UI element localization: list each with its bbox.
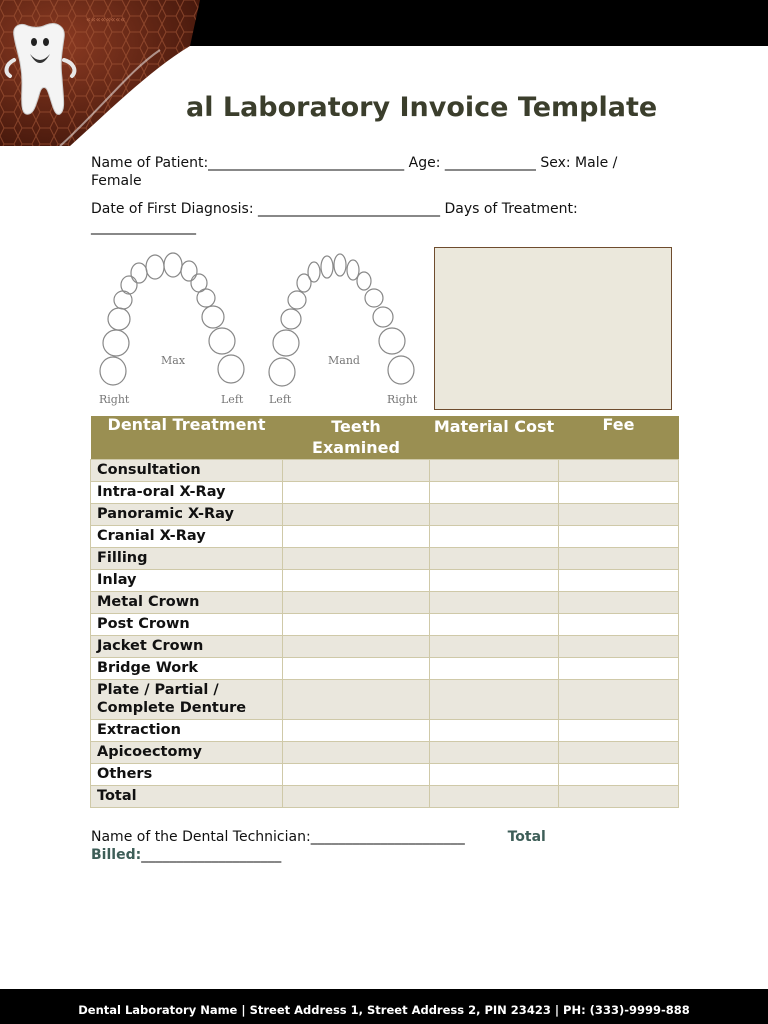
- table-row: [91, 741, 679, 763]
- treatment-name: Extraction: [91, 719, 283, 741]
- fee-cell[interactable]: [559, 569, 679, 591]
- teeth-cell[interactable]: [283, 547, 430, 569]
- fee-cell[interactable]: [559, 503, 679, 525]
- teeth-cell[interactable]: [283, 679, 430, 719]
- fee-cell[interactable]: [559, 591, 679, 613]
- fee-cell[interactable]: [559, 525, 679, 547]
- fee-cell[interactable]: [559, 635, 679, 657]
- material-cost-cell[interactable]: [430, 503, 559, 525]
- max-right-label: Right: [99, 393, 130, 406]
- treatment-name: Cranial X-Ray: [91, 525, 283, 547]
- fee-cell[interactable]: [559, 719, 679, 741]
- fee-cell[interactable]: [559, 763, 679, 785]
- technician-line: [91, 828, 651, 864]
- teeth-cell[interactable]: [283, 719, 430, 741]
- fee-cell[interactable]: [559, 613, 679, 635]
- material-cost-cell[interactable]: [430, 679, 559, 719]
- total-billed-field[interactable]: ____________________: [141, 847, 282, 863]
- treatment-table: [90, 416, 679, 808]
- treatment-name: Post Crown: [91, 613, 283, 635]
- col-header-teeth: Teeth Examined: [283, 416, 430, 459]
- treatment-name: Bridge Work: [91, 657, 283, 679]
- material-cost-cell[interactable]: [430, 785, 559, 807]
- material-cost-cell[interactable]: [430, 459, 559, 481]
- teeth-cell[interactable]: [283, 481, 430, 503]
- mand-right-label: Right: [387, 393, 418, 406]
- fee-cell[interactable]: [559, 481, 679, 503]
- max-left-label: Left: [221, 393, 244, 406]
- table-row: [91, 569, 679, 591]
- page-title: al Laboratory Invoice Template: [186, 92, 658, 123]
- table-row: [91, 763, 679, 785]
- table-row: [91, 613, 679, 635]
- table-row: [91, 679, 679, 719]
- treatment-name: Metal Crown: [91, 591, 283, 613]
- material-cost-cell[interactable]: [430, 635, 559, 657]
- teeth-cell[interactable]: [283, 785, 430, 807]
- treatment-name: Apicoectomy: [91, 741, 283, 763]
- teeth-cell[interactable]: [283, 591, 430, 613]
- table-row: [91, 459, 679, 481]
- days-field[interactable]: _______________: [91, 219, 196, 235]
- table-row: [91, 785, 679, 807]
- material-cost-cell[interactable]: [430, 719, 559, 741]
- treatment-name: Intra-oral X-Ray: [91, 481, 283, 503]
- col-header-material: Material Cost: [430, 416, 559, 459]
- fee-cell[interactable]: [559, 785, 679, 807]
- material-cost-cell[interactable]: [430, 569, 559, 591]
- max-label: Max: [161, 354, 186, 367]
- teeth-cell[interactable]: [283, 503, 430, 525]
- teeth-cell[interactable]: [283, 741, 430, 763]
- treatment-name: Total: [91, 785, 283, 807]
- patient-info-line: [91, 154, 671, 190]
- material-cost-cell[interactable]: [430, 763, 559, 785]
- fee-cell[interactable]: [559, 547, 679, 569]
- mand-label: Mand: [328, 354, 360, 367]
- technician-label: Name of the Dental Technician:: [91, 829, 311, 845]
- tooth-logo: [0, 0, 200, 146]
- patient-name-field[interactable]: ____________________________: [208, 155, 405, 171]
- table-row: [91, 547, 679, 569]
- treatment-name: Inlay: [91, 569, 283, 591]
- age-label: Age:: [408, 155, 441, 171]
- material-cost-cell[interactable]: [430, 525, 559, 547]
- material-cost-cell[interactable]: [430, 547, 559, 569]
- technician-field[interactable]: ______________________: [310, 829, 465, 845]
- dental-chart-image: [91, 245, 423, 410]
- days-label: Days of Treatment:: [444, 201, 578, 217]
- table-row: [91, 525, 679, 547]
- fee-cell[interactable]: [559, 741, 679, 763]
- material-cost-cell[interactable]: [430, 741, 559, 763]
- sex-label: Sex: Male / Female: [91, 155, 618, 189]
- photo-placeholder: [434, 247, 672, 410]
- patient-name-label: Name of Patient:: [91, 155, 209, 171]
- total-billed-label: Total Billed:: [91, 829, 546, 863]
- material-cost-cell[interactable]: [430, 613, 559, 635]
- treatment-name: Panoramic X-Ray: [91, 503, 283, 525]
- mand-left-label: Left: [269, 393, 292, 406]
- teeth-cell[interactable]: [283, 525, 430, 547]
- material-cost-cell[interactable]: [430, 657, 559, 679]
- col-header-fee: Fee: [559, 416, 679, 459]
- col-header-treatment: Dental Treatment: [91, 416, 283, 459]
- age-field[interactable]: _____________: [444, 155, 536, 171]
- material-cost-cell[interactable]: [430, 481, 559, 503]
- teeth-cell[interactable]: [283, 613, 430, 635]
- teeth-cell[interactable]: [283, 569, 430, 591]
- treatment-name: Jacket Crown: [91, 635, 283, 657]
- table-row: [91, 481, 679, 503]
- diagnosis-info-line: [91, 200, 671, 236]
- fee-cell[interactable]: [559, 679, 679, 719]
- footer-address: Dental Laboratory Name | Street Address 1, Street Address 2, PIN 23423 | PH: (333)-9999-888: [78, 1003, 690, 1017]
- table-row: [91, 503, 679, 525]
- diagnosis-field[interactable]: __________________________: [258, 201, 440, 217]
- treatment-name: Filling: [91, 547, 283, 569]
- table-row: [91, 591, 679, 613]
- teeth-cell[interactable]: [283, 763, 430, 785]
- teeth-cell[interactable]: [283, 635, 430, 657]
- diagnosis-label: Date of First Diagnosis:: [91, 201, 254, 217]
- teeth-cell[interactable]: [283, 657, 430, 679]
- table-row: [91, 719, 679, 741]
- table-row: [91, 635, 679, 657]
- material-cost-cell[interactable]: [430, 591, 559, 613]
- fee-cell[interactable]: [559, 657, 679, 679]
- treatment-name: Plate / Partial / Complete Denture: [91, 679, 283, 719]
- table-row: [91, 657, 679, 679]
- treatment-name: Others: [91, 763, 283, 785]
- teeth-cell[interactable]: [283, 459, 430, 481]
- svg-text:««««««««: ««««««««: [86, 15, 126, 24]
- treatment-name: Consultation: [91, 459, 283, 481]
- fee-cell[interactable]: [559, 459, 679, 481]
